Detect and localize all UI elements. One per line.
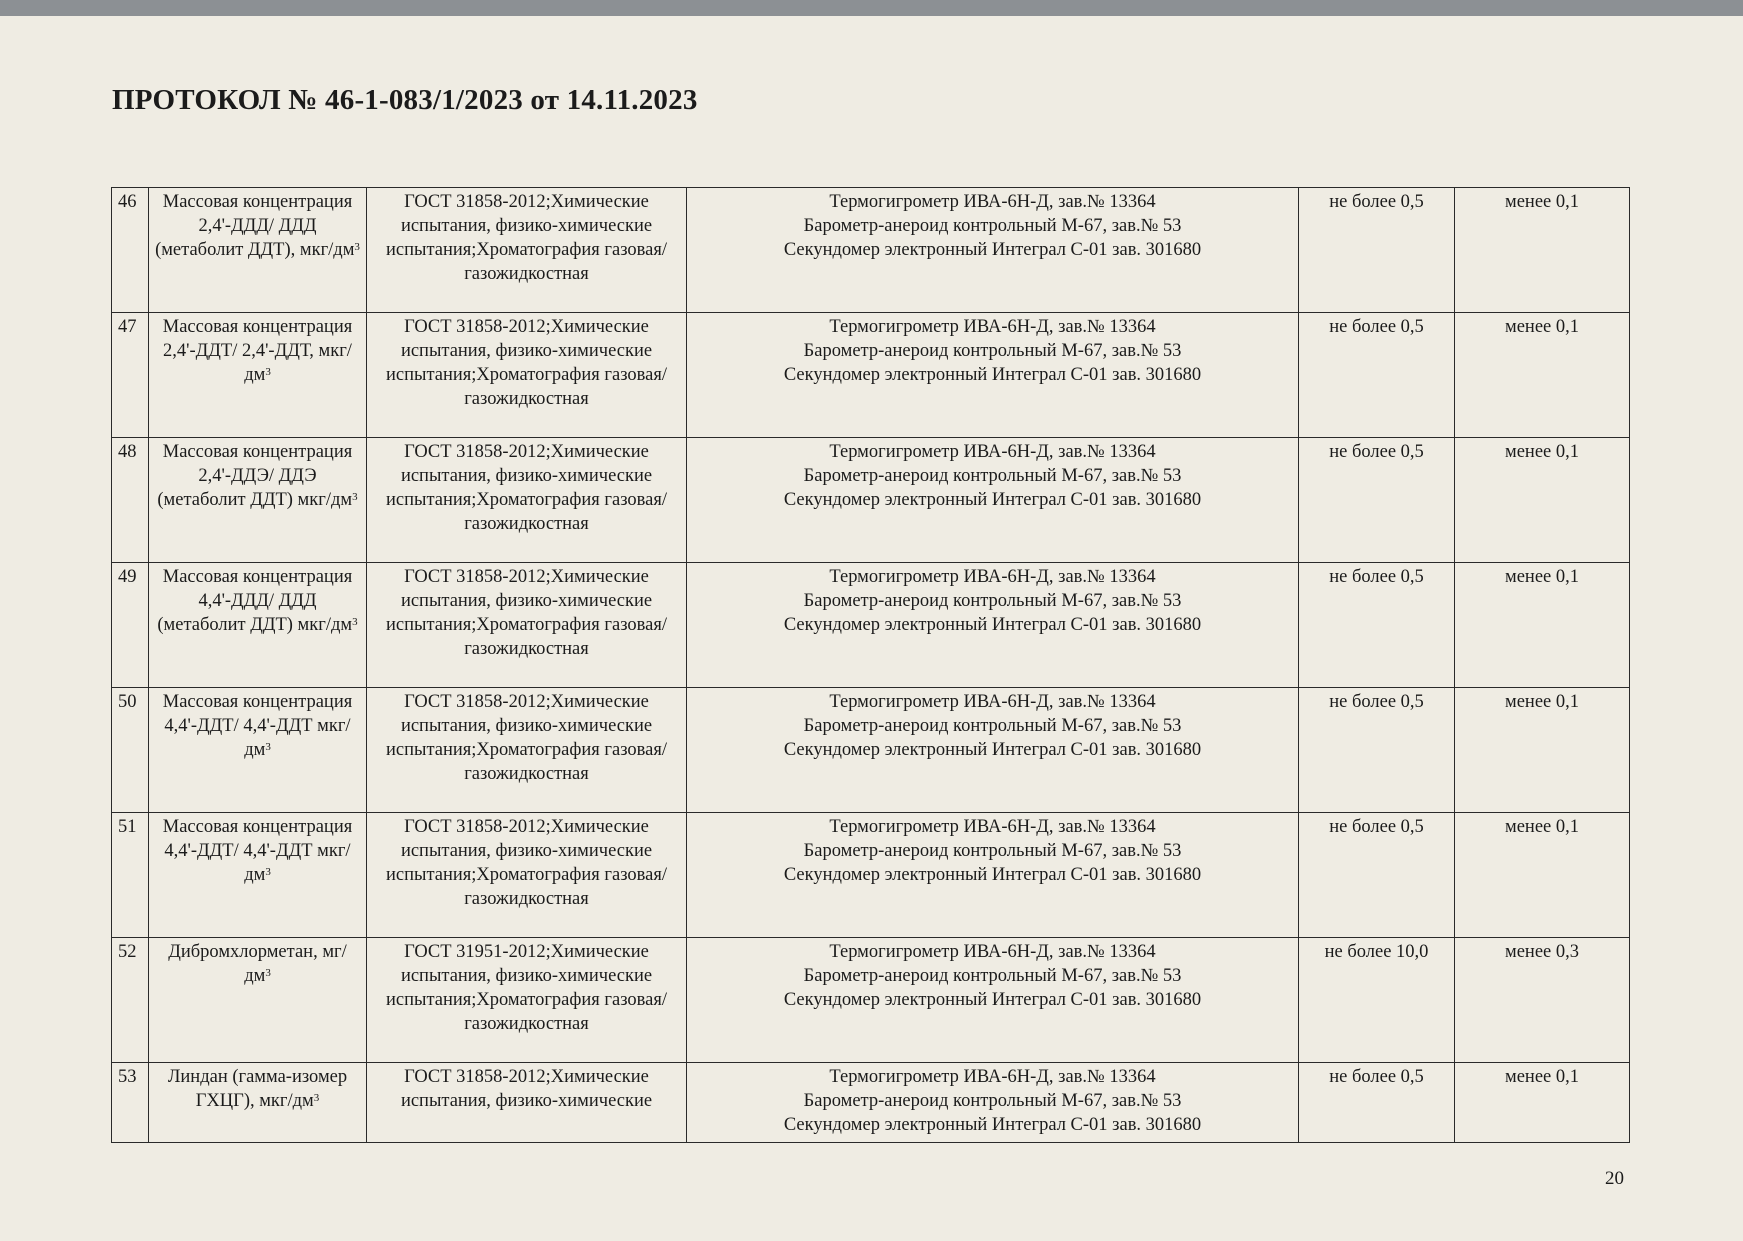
equipment-line: Секундомер электронный Интеграл С-01 зав. 301680 [783, 240, 1202, 260]
parameter-cell [149, 938, 367, 1063]
parameter-cell [149, 313, 367, 438]
page-number: 20 [1605, 1168, 1624, 1189]
equipment-cell [687, 188, 1299, 313]
table-row [112, 1063, 1630, 1143]
equipment-line: Термогигрометр ИВА-6Н-Д, зав.№ 13364 [829, 567, 1156, 587]
table-row [112, 688, 1630, 813]
unit-superscript: 3 [265, 866, 271, 878]
parameter-text: Массовая концентрация 4,4'-ДДТ/ 4,4'-ДДТ мкг/дм [162, 817, 353, 885]
method-cell: ГОСТ 31951-2012;Химические испытания, физико-химические испытания;Хроматография газовая/газожидкостная [367, 938, 687, 1063]
unit-superscript: 3 [265, 366, 271, 378]
method-cell: ГОСТ 31858-2012;Химические испытания, физико-химические [367, 1063, 687, 1143]
norm-limit-cell: не более 0,5 [1299, 188, 1455, 313]
row-number: 46 [112, 188, 149, 313]
equipment-line: Секундомер электронный Интеграл С-01 зав. 301680 [783, 865, 1202, 885]
norm-limit-cell: не более 0,5 [1299, 688, 1455, 813]
parameter-text: Массовая концентрация 2,4'-ДДД/ ДДД (метаболит ДДТ), мкг/дм [155, 192, 355, 260]
parameter-text: Массовая концентрация 2,4'-ДДЭ/ ДДЭ (метаболит ДДТ) мкг/дм [157, 442, 353, 510]
table-row [112, 813, 1630, 938]
equipment-cell [687, 563, 1299, 688]
norm-limit-cell: не более 0,5 [1299, 438, 1455, 563]
norm-limit-cell: не более 10,0 [1299, 938, 1455, 1063]
table-row [112, 188, 1630, 313]
result-cell: менее 0,1 [1455, 313, 1630, 438]
norm-limit-cell: не более 0,5 [1299, 313, 1455, 438]
result-cell: менее 0,3 [1455, 938, 1630, 1063]
equipment-line: Барометр-анероид контрольный М-67, зав.№ 53 [803, 341, 1182, 361]
unit-superscript: 3 [354, 241, 360, 253]
parameter-text: Дибромхлорметан, мг/дм [168, 942, 347, 986]
norm-limit-cell: не более 0,5 [1299, 1063, 1455, 1143]
unit-superscript: 3 [265, 967, 271, 979]
equipment-line: Барометр-анероид контрольный М-67, зав.№ 53 [803, 841, 1182, 861]
equipment-line: Барометр-анероид контрольный М-67, зав.№ 53 [803, 966, 1182, 986]
table-row [112, 438, 1630, 563]
result-cell: менее 0,1 [1455, 188, 1630, 313]
equipment-line: Термогигрометр ИВА-6Н-Д, зав.№ 13364 [829, 192, 1156, 212]
equipment-cell [687, 813, 1299, 938]
equipment-line: Термогигрометр ИВА-6Н-Д, зав.№ 13364 [829, 817, 1156, 837]
result-cell: менее 0,1 [1455, 563, 1630, 688]
result-cell: менее 0,1 [1455, 1063, 1630, 1143]
equipment-line: Барометр-анероид контрольный М-67, зав.№ 53 [803, 1091, 1182, 1111]
parameter-text: Массовая концентрация 4,4'-ДДТ/ 4,4'-ДДТ мкг/дм [162, 692, 353, 760]
parameter-text: Линдан (гамма-изомер ГХЦГ), мкг/дм [167, 1067, 348, 1111]
row-number: 48 [112, 438, 149, 563]
equipment-line: Секундомер электронный Интеграл С-01 зав. 301680 [783, 615, 1202, 635]
table-row [112, 938, 1630, 1063]
norm-limit-cell: не более 0,5 [1299, 563, 1455, 688]
parameter-cell [149, 1063, 367, 1143]
equipment-line: Барометр-анероид контрольный М-67, зав.№ 53 [803, 216, 1182, 236]
table-row [112, 313, 1630, 438]
equipment-line: Термогигрометр ИВА-6Н-Д, зав.№ 13364 [829, 942, 1156, 962]
parameter-cell [149, 563, 367, 688]
equipment-line: Секундомер электронный Интеграл С-01 зав. 301680 [783, 990, 1202, 1010]
equipment-line: Секундомер электронный Интеграл С-01 зав. 301680 [783, 1115, 1202, 1135]
equipment-line: Термогигрометр ИВА-6Н-Д, зав.№ 13364 [829, 442, 1156, 462]
equipment-line: Секундомер электронный Интеграл С-01 зав. 301680 [783, 490, 1202, 510]
parameter-text: Массовая концентрация 4,4'-ДДД/ ДДД (метаболит ДДТ) мкг/дм [157, 567, 353, 635]
row-number: 53 [112, 1063, 149, 1143]
equipment-cell [687, 938, 1299, 1063]
row-number: 47 [112, 313, 149, 438]
method-cell: ГОСТ 31858-2012;Химические испытания, физико-химические испытания;Хроматография газовая/газожидкостная [367, 313, 687, 438]
result-cell: менее 0,1 [1455, 813, 1630, 938]
equipment-cell [687, 688, 1299, 813]
parameter-cell [149, 813, 367, 938]
result-cell: менее 0,1 [1455, 688, 1630, 813]
equipment-line: Барометр-анероид контрольный М-67, зав.№ 53 [803, 466, 1182, 486]
table-row [112, 563, 1630, 688]
document-page [0, 16, 1743, 1241]
method-cell: ГОСТ 31858-2012;Химические испытания, физико-химические испытания;Хроматография газовая/газожидкостная [367, 188, 687, 313]
parameter-cell [149, 688, 367, 813]
norm-limit-cell: не более 0,5 [1299, 813, 1455, 938]
equipment-line: Термогигрометр ИВА-6Н-Д, зав.№ 13364 [829, 317, 1156, 337]
row-number: 50 [112, 688, 149, 813]
row-number: 51 [112, 813, 149, 938]
row-number: 49 [112, 563, 149, 688]
row-number: 52 [112, 938, 149, 1063]
parameter-cell [149, 438, 367, 563]
equipment-line: Секундомер электронный Интеграл С-01 зав. 301680 [783, 740, 1202, 760]
equipment-line: Барометр-анероид контрольный М-67, зав.№ 53 [803, 591, 1182, 611]
protocol-title: ПРОТОКОЛ № 46-1-083/1/2023 от 14.11.2023 [112, 84, 698, 116]
unit-superscript: 3 [265, 741, 271, 753]
equipment-line: Термогигрометр ИВА-6Н-Д, зав.№ 13364 [829, 692, 1156, 712]
parameter-cell [149, 188, 367, 313]
equipment-line: Термогигрометр ИВА-6Н-Д, зав.№ 13364 [829, 1067, 1156, 1087]
unit-superscript: 3 [352, 616, 358, 628]
unit-superscript: 3 [313, 1092, 320, 1104]
equipment-line: Барометр-анероид контрольный М-67, зав.№ 53 [803, 716, 1182, 736]
method-cell: ГОСТ 31858-2012;Химические испытания, физико-химические испытания;Хроматография газовая/газожидкостная [367, 688, 687, 813]
result-cell: менее 0,1 [1455, 438, 1630, 563]
parameter-text: Массовая концентрация 2,4'-ДДТ/ 2,4'-ДДТ, мкг/дм [162, 317, 353, 385]
results-table [111, 187, 1630, 1143]
equipment-cell [687, 1063, 1299, 1143]
method-cell: ГОСТ 31858-2012;Химические испытания, физико-химические испытания;Хроматография газовая/газожидкостная [367, 438, 687, 563]
equipment-cell [687, 438, 1299, 563]
equipment-line: Секундомер электронный Интеграл С-01 зав. 301680 [783, 365, 1202, 385]
unit-superscript: 3 [352, 491, 358, 503]
equipment-cell [687, 313, 1299, 438]
method-cell: ГОСТ 31858-2012;Химические испытания, физико-химические испытания;Хроматография газовая/газожидкостная [367, 813, 687, 938]
method-cell: ГОСТ 31858-2012;Химические испытания, физико-химические испытания;Хроматография газовая/газожидкостная [367, 563, 687, 688]
